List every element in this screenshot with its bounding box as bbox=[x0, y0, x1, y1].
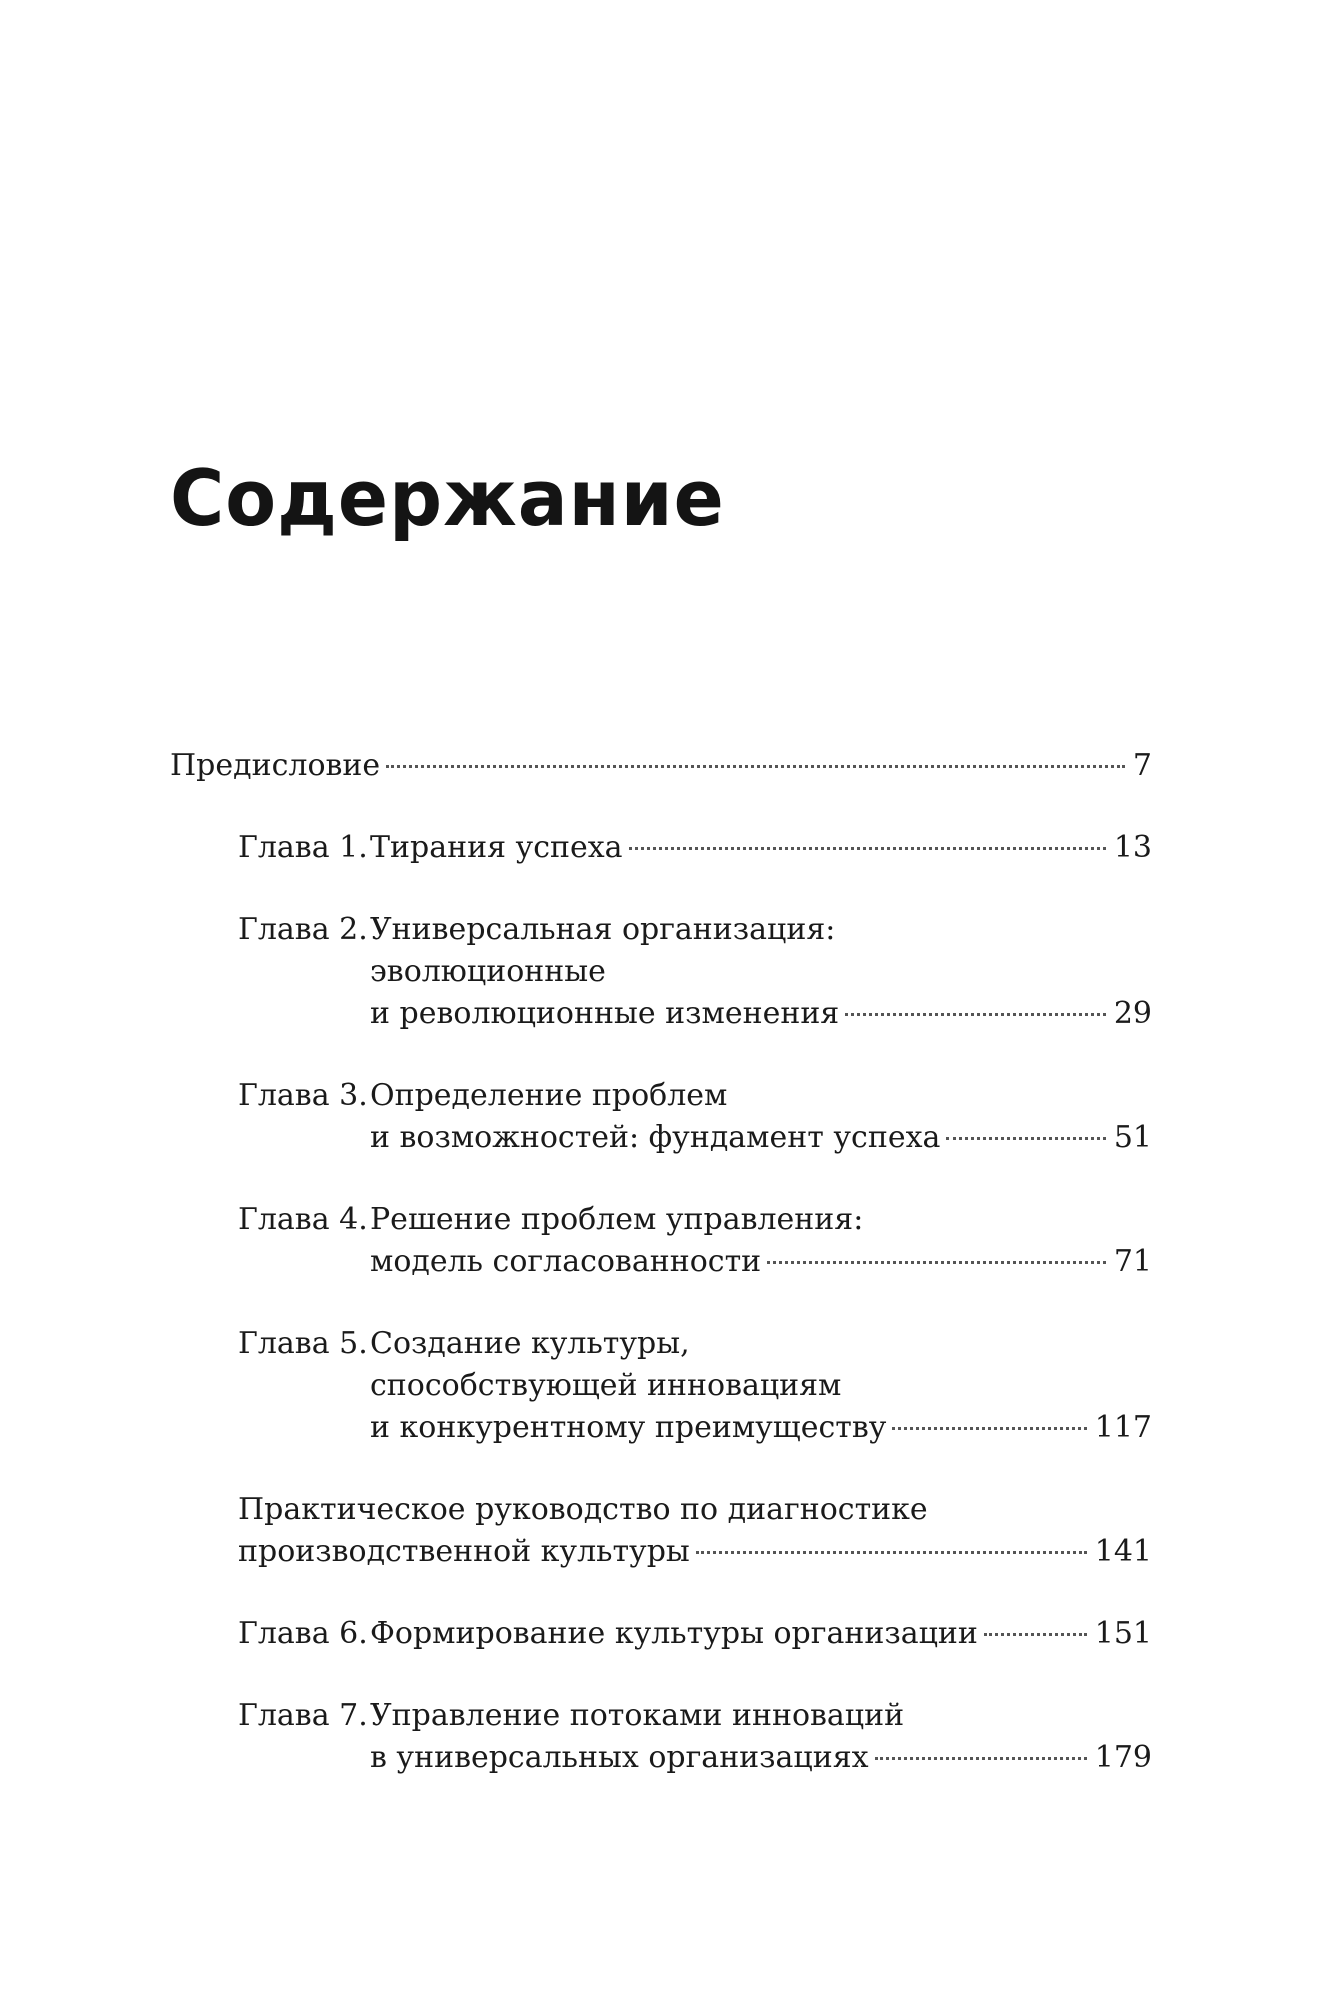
toc-entry-title: Предисловие bbox=[170, 748, 381, 783]
toc-page-number: 151 bbox=[1094, 1616, 1152, 1651]
toc-page-number: 29 bbox=[1113, 996, 1152, 1031]
dot-leader bbox=[696, 1551, 1087, 1554]
toc-entry-title-line: Практическое руководство по диагностике bbox=[238, 1492, 928, 1527]
toc-entry-chapter-7[interactable] bbox=[170, 1695, 1152, 1779]
toc-entry-title-line: Определение проблем bbox=[370, 1078, 728, 1113]
dot-leader bbox=[845, 1013, 1106, 1016]
toc-entry-title-line: и возможностей: фундамент успеха bbox=[370, 1120, 941, 1155]
toc-entry-chapter-5[interactable] bbox=[170, 1323, 1152, 1449]
toc-page-number: 13 bbox=[1113, 830, 1152, 865]
toc-page-number: 51 bbox=[1113, 1120, 1152, 1155]
chapter-label: Глава 6. bbox=[238, 1616, 368, 1651]
toc-entry-title-line: Управление потоками инноваций bbox=[370, 1698, 905, 1733]
toc-page-number: 117 bbox=[1094, 1410, 1152, 1445]
toc-entry-chapter-2[interactable] bbox=[170, 909, 1152, 1035]
toc-entry-chapter-6[interactable] bbox=[170, 1613, 1152, 1655]
chapter-label: Глава 1. bbox=[238, 830, 368, 865]
toc-entry-title: Формирование культуры организации bbox=[370, 1616, 978, 1651]
dot-leader bbox=[984, 1633, 1087, 1636]
toc-entry-title-line: производственной культуры bbox=[238, 1534, 690, 1569]
chapter-label: Глава 3. bbox=[238, 1078, 368, 1113]
toc-entry-title-line: Решение проблем управления: bbox=[370, 1202, 864, 1237]
chapter-label: Глава 4. bbox=[238, 1202, 368, 1237]
toc-page-number: 179 bbox=[1094, 1740, 1152, 1775]
toc-page-number: 141 bbox=[1094, 1534, 1152, 1569]
toc-entry-title-line: Создание культуры, bbox=[370, 1326, 690, 1361]
toc-entry-title: Тирания успеха bbox=[370, 830, 623, 865]
dot-leader bbox=[629, 847, 1106, 850]
toc-entry-chapter-4[interactable] bbox=[170, 1199, 1152, 1283]
toc-page-number: 7 bbox=[1132, 748, 1152, 783]
toc-page-number: 71 bbox=[1113, 1244, 1152, 1279]
chapter-label: Глава 5. bbox=[238, 1326, 368, 1361]
page-title: Содержание bbox=[170, 453, 725, 544]
toc-entry-title-line: и революционные изменения bbox=[370, 996, 840, 1031]
toc-entry-title-line: и конкурентному преимуществу bbox=[370, 1410, 887, 1445]
toc-entry-preface[interactable] bbox=[170, 745, 1152, 787]
chapter-label: Глава 7. bbox=[238, 1698, 368, 1733]
toc-entry-chapter-3[interactable] bbox=[170, 1075, 1152, 1159]
dot-leader bbox=[892, 1427, 1086, 1430]
dot-leader bbox=[767, 1261, 1106, 1264]
toc-entry-chapter-1[interactable] bbox=[170, 827, 1152, 869]
table-of-contents bbox=[170, 745, 1152, 1819]
toc-entry-title-line: эволюционные bbox=[370, 954, 606, 989]
toc-entry-title-line: модель согласованности bbox=[370, 1244, 762, 1279]
toc-entry-practical-guide[interactable] bbox=[170, 1489, 1152, 1573]
chapter-label: Глава 2. bbox=[238, 912, 368, 947]
dot-leader bbox=[875, 1757, 1087, 1760]
toc-entry-title-line: способствующей инновациям bbox=[370, 1368, 842, 1403]
dot-leader bbox=[386, 765, 1125, 768]
dot-leader bbox=[946, 1137, 1105, 1140]
toc-entry-title-line: Универсальная организация: bbox=[370, 912, 836, 947]
toc-entry-title-line: в универсальных организациях bbox=[370, 1740, 869, 1775]
